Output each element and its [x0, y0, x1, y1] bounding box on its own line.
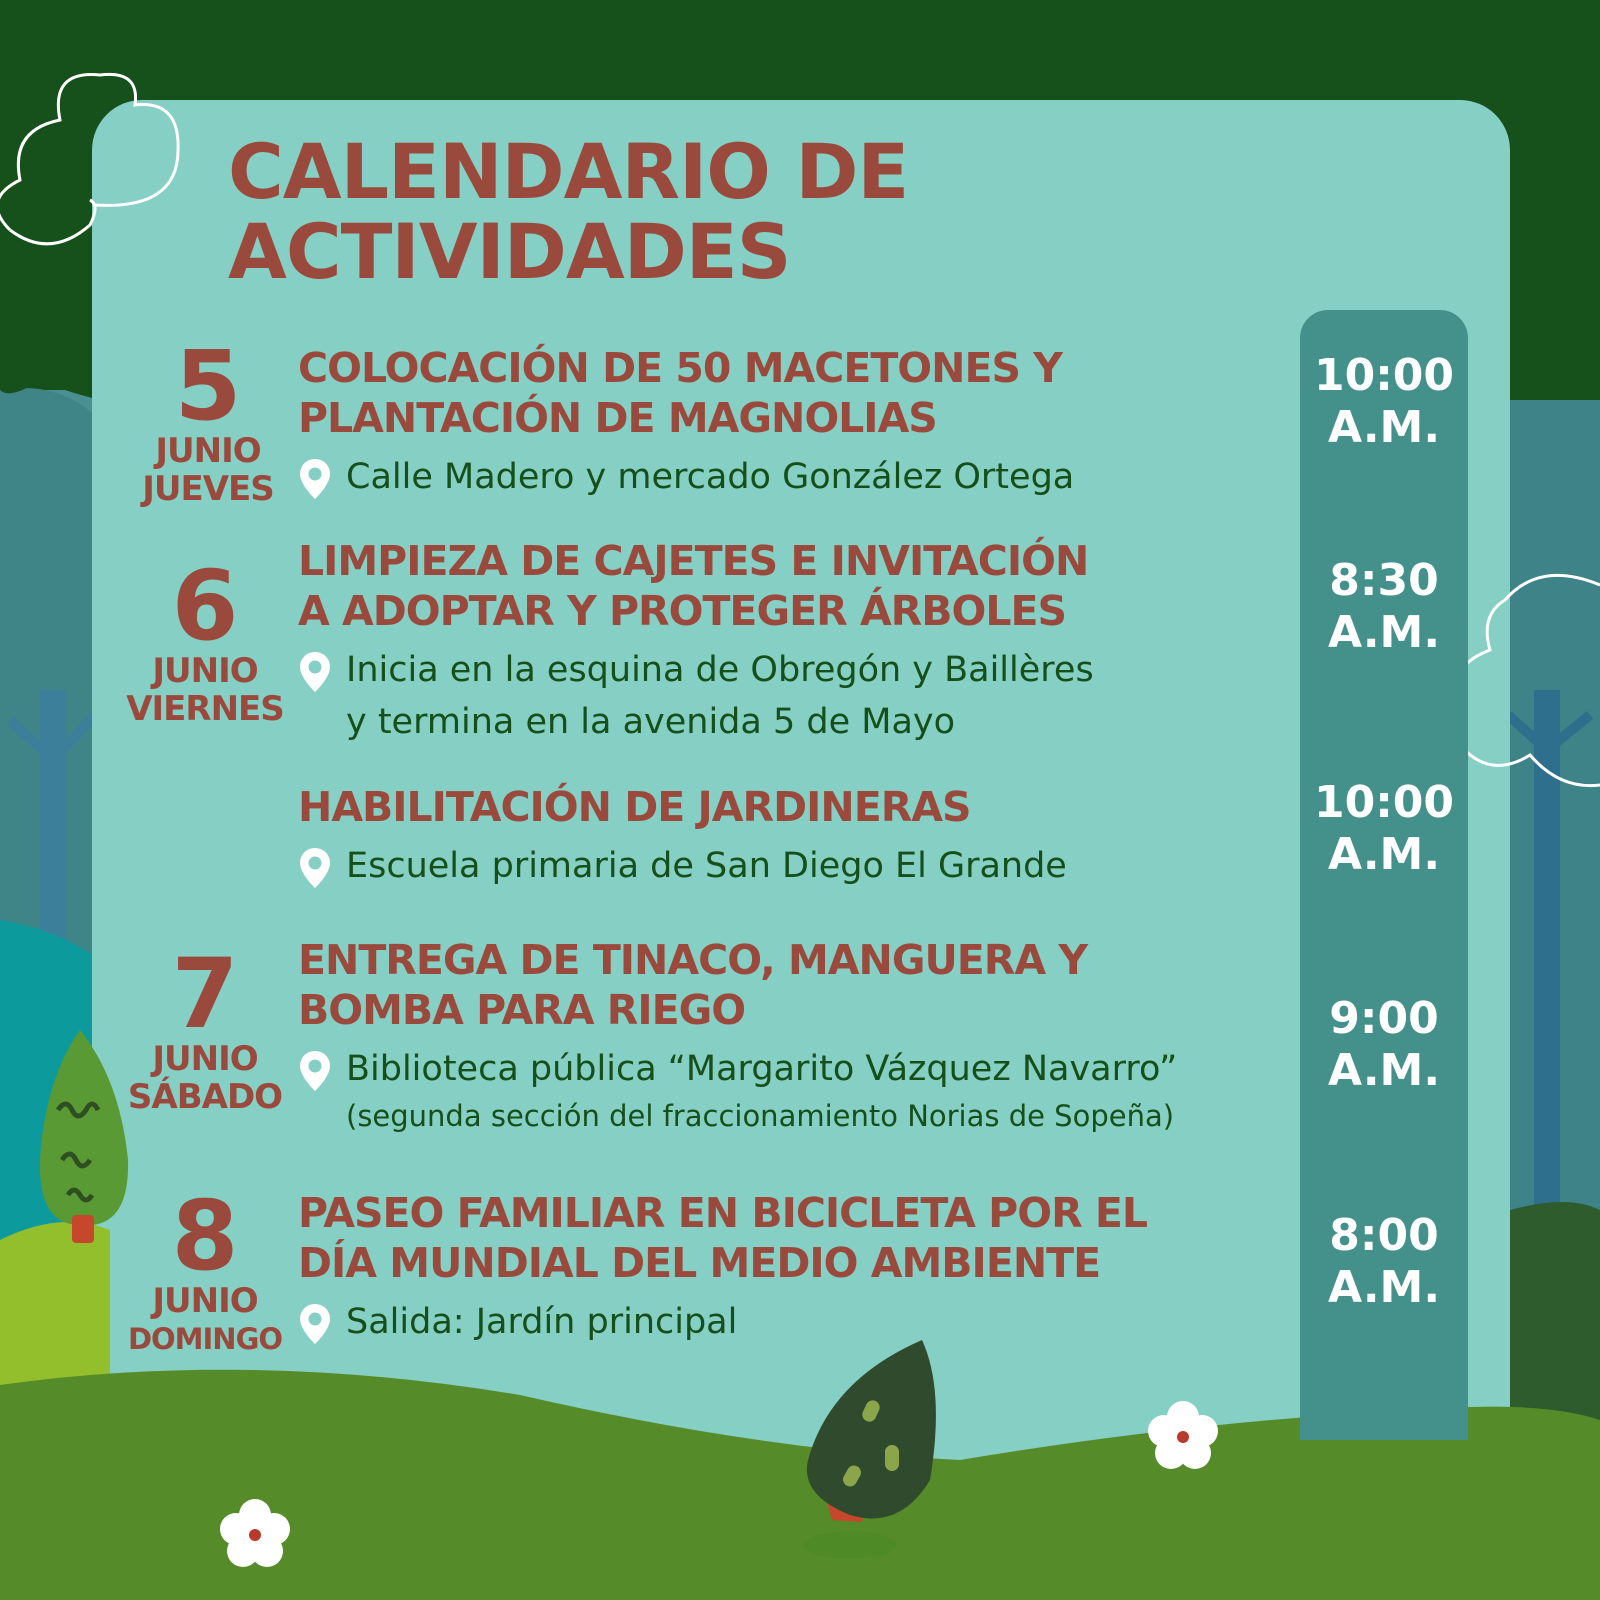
time-value: 8:00 — [1329, 1210, 1439, 1261]
map-pin-icon — [298, 457, 332, 501]
time-meridiem: A.M. — [1327, 1045, 1441, 1096]
event-location-text: Escuela primaria de San Diego El Grande — [346, 846, 1067, 886]
event-location-text: Calle Madero y mercado González Ortega — [346, 457, 1075, 497]
event-title: LIMPIEZA DE CAJETES E INVITACIÓN A ADOPTAR Y PROTEGER ÁRBOLES — [298, 537, 1089, 635]
day-weekday: JUEVES — [142, 469, 274, 509]
event-time — [1300, 555, 1468, 659]
day-weekday: DOMINGO — [127, 1322, 283, 1356]
map-pin-icon — [298, 1302, 332, 1346]
day-number: 5 — [174, 330, 242, 442]
map-pin-icon — [298, 1049, 332, 1093]
event-item — [298, 935, 1278, 1137]
map-pin-icon — [298, 650, 332, 694]
time-value: 10:00 — [1313, 777, 1455, 828]
time-value: 10:00 — [1313, 350, 1455, 401]
time-meridiem: A.M. — [1327, 607, 1441, 658]
event-location — [298, 1043, 1278, 1137]
time-meridiem: A.M. — [1327, 1262, 1441, 1313]
page-title: CALENDARIO DE ACTIVIDADES — [228, 127, 909, 296]
event-location-text: Biblioteca pública “Margarito Vázquez Navarro” — [346, 1049, 1178, 1089]
day-number: 7 — [171, 938, 239, 1050]
event-item — [298, 1188, 1278, 1348]
event-time — [1300, 350, 1468, 454]
event-time — [1300, 993, 1468, 1097]
event-location — [298, 451, 1278, 503]
day-month: JUNIO — [152, 1281, 258, 1321]
day-weekday: SÁBADO — [127, 1077, 283, 1117]
event-location — [298, 1296, 1278, 1348]
map-pin-icon — [298, 846, 332, 890]
event-item — [298, 782, 1278, 892]
day-number: 6 — [171, 550, 239, 662]
time-meridiem: A.M. — [1327, 829, 1441, 880]
day-number: 8 — [171, 1180, 239, 1292]
event-time — [1300, 777, 1468, 881]
event-title: HABILITACIÓN DE JARDINERAS — [298, 783, 971, 831]
event-location-note: (segunda sección del fraccionamiento Norias de Sopeña) — [346, 1099, 1175, 1133]
event-title: ENTREGA DE TINACO, MANGUERA Y BOMBA PARA RIEGO — [298, 936, 1088, 1034]
event-location-text: Salida: Jardín principal — [346, 1302, 738, 1342]
event-time — [1300, 1210, 1468, 1314]
time-value: 9:00 — [1329, 993, 1439, 1044]
day-month: JUNIO — [152, 1039, 258, 1079]
date-block — [118, 330, 298, 509]
time-value: 8:30 — [1329, 555, 1439, 606]
day-weekday: VIERNES — [126, 689, 284, 729]
date-block — [115, 550, 295, 729]
event-item — [298, 343, 1278, 503]
event-item — [298, 536, 1278, 748]
day-month: JUNIO — [152, 651, 258, 691]
time-meridiem: A.M. — [1327, 402, 1441, 453]
event-location-text: Inicia en la esquina de Obregón y Baillères y termina en la avenida 5 de Mayo — [346, 650, 1094, 742]
date-block — [115, 938, 295, 1117]
date-block — [115, 1180, 295, 1358]
event-location — [298, 644, 1278, 748]
event-title: COLOCACIÓN DE 50 MACETONES Y PLANTACIÓN DE MAGNOLIAS — [298, 344, 1062, 442]
event-title: PASEO FAMILIAR EN BICICLETA POR EL DÍA MUNDIAL DEL MEDIO AMBIENTE — [298, 1189, 1148, 1287]
day-month: JUNIO — [155, 431, 261, 471]
event-location — [298, 840, 1278, 892]
